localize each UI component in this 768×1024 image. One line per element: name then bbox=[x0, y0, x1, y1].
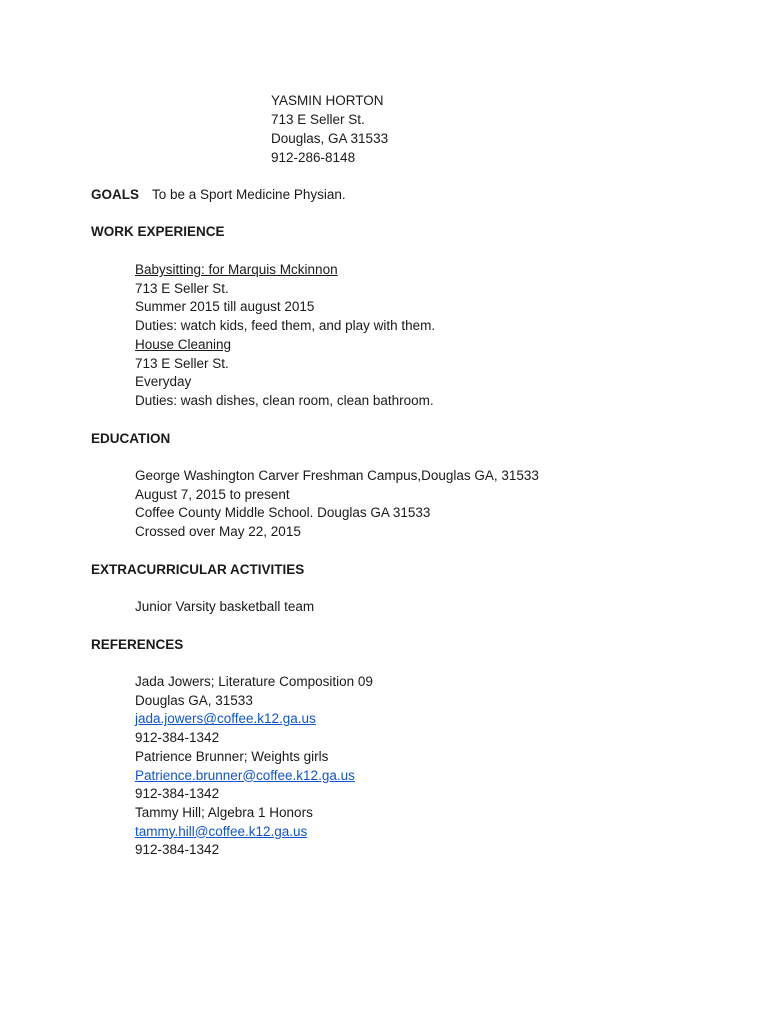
reference-name: Jada Jowers; Literature Composition 09 bbox=[135, 674, 373, 689]
job-title-house-cleaning: House Cleaning bbox=[135, 336, 232, 352]
extracurricular-list bbox=[135, 598, 314, 617]
applicant-name: YASMIN HORTON bbox=[271, 93, 384, 108]
reference-name: Patrience Brunner; Weights girls bbox=[135, 748, 329, 764]
job-address: 713 E Seller St. bbox=[135, 355, 229, 371]
extracurricular-heading: EXTRACURRICULAR ACTIVITIES bbox=[91, 562, 305, 577]
phone-number: 912-286-8148 bbox=[271, 150, 356, 165]
job-dates: Everyday bbox=[135, 374, 192, 390]
reference-location: Douglas GA, 31533 bbox=[135, 692, 253, 708]
job-duties: Duties: wash dishes, clean room, clean bathroom. bbox=[135, 392, 434, 408]
reference-email-link[interactable]: Patrience.brunner@coffee.k12.ga.us bbox=[135, 767, 355, 783]
school-dates: Crossed over May 22, 2015 bbox=[135, 524, 301, 540]
city-state-zip: Douglas, GA 31533 bbox=[271, 131, 389, 146]
goals-text: To be a Sport Medicine Physian. bbox=[152, 187, 346, 202]
street-address: 713 E Seller St. bbox=[271, 112, 365, 127]
reference-email-link[interactable]: tammy.hill@coffee.k12.ga.us bbox=[135, 823, 308, 839]
education-heading: EDUCATION bbox=[91, 431, 171, 446]
school-name: Coffee County Middle School. Douglas GA 31533 bbox=[135, 505, 431, 521]
reference-phone: 912-384-1342 bbox=[135, 730, 220, 746]
activity-item: Junior Varsity basketball team bbox=[135, 599, 315, 614]
school-name: George Washington Carver Freshman Campus,Douglas GA, 31533 bbox=[135, 468, 539, 483]
references-list bbox=[135, 673, 373, 860]
work-experience-list bbox=[135, 261, 435, 411]
reference-name: Tammy Hill; Algebra 1 Honors bbox=[135, 804, 313, 820]
job-title-babysitting: Babysitting: for Marquis Mckinnon bbox=[135, 262, 338, 277]
work-experience-heading: WORK EXPERIENCE bbox=[91, 224, 225, 239]
references-heading: REFERENCES bbox=[91, 637, 184, 652]
job-duties: Duties: watch kids, feed them, and play with them. bbox=[135, 318, 436, 334]
job-address: 713 E Seller St. bbox=[135, 280, 229, 296]
school-dates: August 7, 2015 to present bbox=[135, 486, 290, 502]
reference-phone: 912-384-1342 bbox=[135, 842, 220, 858]
education-list bbox=[135, 467, 539, 542]
contact-header bbox=[271, 91, 388, 167]
reference-email-link[interactable]: jada.jowers@coffee.k12.ga.us bbox=[135, 711, 316, 727]
job-dates: Summer 2015 till august 2015 bbox=[135, 299, 315, 315]
reference-phone: 912-384-1342 bbox=[135, 786, 220, 802]
goals-heading: GOALS bbox=[91, 187, 140, 202]
